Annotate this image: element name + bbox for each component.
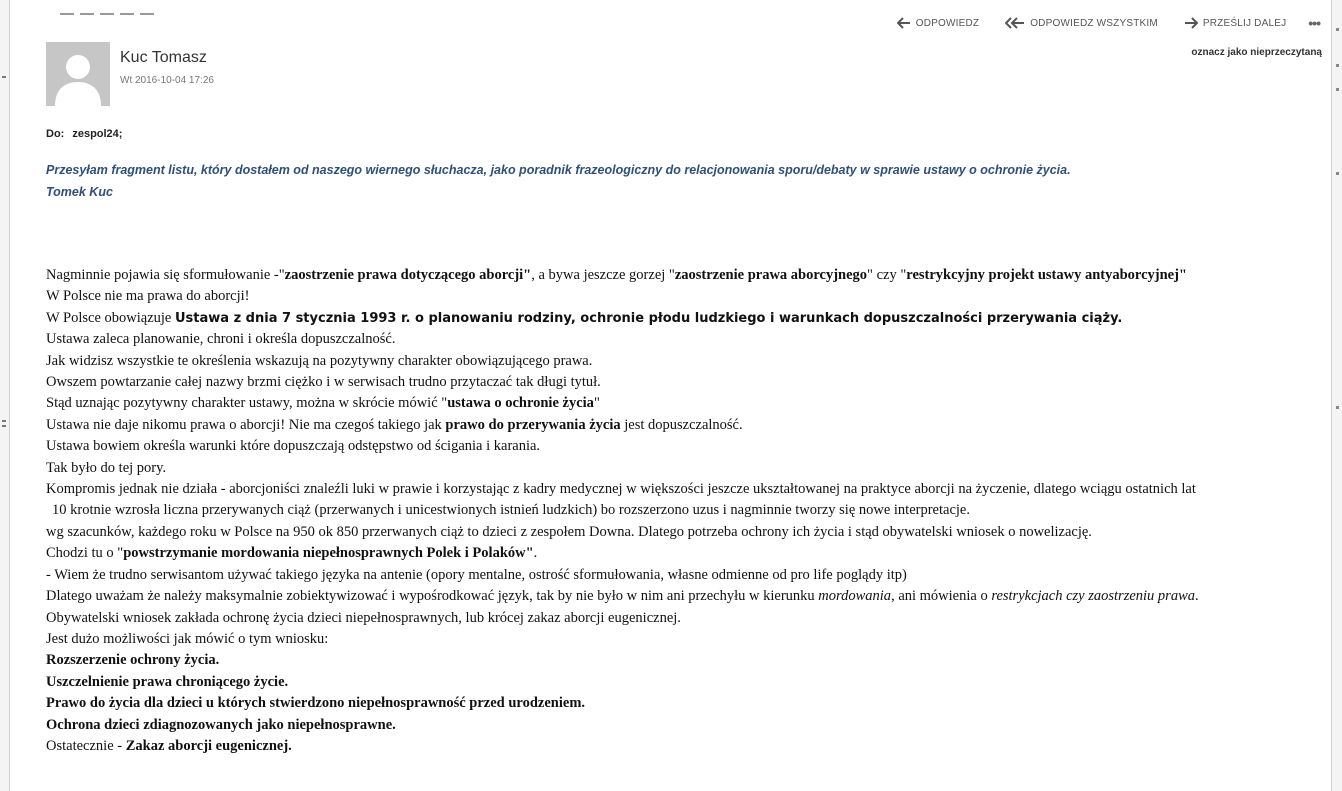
body-line: Jak widzisz wszystkie te określenia wskazują na pozytywny charakter obowiązującego prawa. bbox=[46, 352, 593, 369]
reply-button[interactable] bbox=[897, 17, 979, 29]
message-body bbox=[46, 265, 1326, 757]
bold-segment: prawo do przerywania życia bbox=[445, 416, 621, 433]
body-line: 10 krotnie wzrosła liczna przerywanych ciąż (przerwanych i unicestwionych istnień ludzkich) bo rozszerzono uzus i nagminnie tworzy się nowe interpretacje. bbox=[52, 502, 970, 519]
body-line: Owszem powtarzanie całej nazwy brzmi ciężko i w serwisach trudno przytaczać tak długi tytuł. bbox=[46, 374, 601, 391]
body-line: Jest dużo możliwości jak mówić o tym wniosku: bbox=[46, 630, 329, 647]
body-line bbox=[46, 715, 1326, 736]
body-line bbox=[46, 393, 1326, 414]
body-line bbox=[46, 736, 1326, 757]
message-date: Wt 2016-10-04 17:26 bbox=[120, 75, 214, 86]
resize-notch bbox=[2, 420, 6, 422]
italic-segment: mordowania bbox=[818, 588, 892, 605]
body-line bbox=[46, 693, 1326, 714]
scroll-notch bbox=[1336, 64, 1339, 67]
body-line: wg szacunków, każdego roku w Polsce na 950 ok 850 przerwanych ciąż to dzieci z zespołem Downa. Dlatego potrzeba ochrony ich życia i stąd obywatelski wniosek o nowelizację. bbox=[46, 523, 1092, 540]
mark-unread-link[interactable]: oznacz jako nieprzeczytaną bbox=[1191, 47, 1322, 58]
body-line bbox=[46, 586, 1326, 607]
bold-segment: ustawa o ochronie życia bbox=[447, 395, 594, 412]
body-line: Obywatelski wniosek zakłada ochronę życia dzieci niepełnosprawnych, lub krócej zakaz aborcji eugenicznej. bbox=[46, 609, 681, 626]
reply-label: ODPOWIEDZ bbox=[915, 17, 980, 29]
bold-segment: restrykcyjny projekt ustawy antyaborcyjnej" bbox=[906, 267, 1187, 283]
body-line bbox=[46, 543, 1326, 564]
body-line: Ustawa zaleca planowanie, chroni i określa dopuszczalność. bbox=[46, 331, 396, 348]
text-segment: Nagminnie pojawia się sformułowanie -" bbox=[46, 267, 285, 283]
intro-note bbox=[46, 159, 1071, 203]
forward-arrow-icon bbox=[1184, 17, 1198, 29]
text-segment: Stąd uznając pozytywny charakter ustawy, można w skrócie mówić " bbox=[46, 395, 448, 412]
scroll-notch bbox=[1336, 406, 1339, 409]
body-line: Kompromis jednak nie działa - aborcjoniści znaleźli luki w prawie i korzystając z kadry medycznej w większości jeszcze ukształtowanej na praktyce aborcji na życzenie, dlatego wciągu ostatnich lat bbox=[46, 481, 1196, 498]
person-icon bbox=[46, 42, 110, 106]
reply-all-label: ODPOWIEDZ WSZYSTKIM bbox=[1030, 17, 1158, 29]
text-segment: . bbox=[1195, 588, 1199, 605]
italic-segment: restrykcjach czy zaostrzeniu prawa bbox=[991, 588, 1195, 605]
sender-name[interactable]: Kuc Tomasz bbox=[120, 49, 207, 66]
body-line bbox=[46, 415, 1326, 436]
reply-all-button[interactable] bbox=[1005, 17, 1158, 29]
body-line: Tak było do tej pory. bbox=[46, 459, 167, 476]
bold-segment: zaostrzenie prawa aborcyjnego bbox=[674, 267, 868, 283]
body-line bbox=[46, 265, 1326, 286]
text-segment: , a bywa jeszcze gorzej " bbox=[531, 267, 675, 283]
more-actions-button[interactable]: ••• bbox=[1308, 15, 1320, 31]
text-segment: " bbox=[593, 395, 600, 412]
body-line: W Polsce nie ma prawa do aborcji! bbox=[46, 288, 250, 305]
resize-notch bbox=[2, 76, 6, 78]
resize-notch bbox=[2, 425, 6, 427]
text-segment: Chodzi tu o " bbox=[46, 545, 124, 562]
intro-signature: Tomek Kuc bbox=[46, 185, 113, 199]
intro-line: Przesyłam fragment listu, który dostałem od naszego wiernego słuchacza, jako poradnik frazeologiczny do relacjonowania sporu/debaty w sprawie ustawy o ochronie życia. bbox=[46, 163, 1071, 177]
clipped-top-text bbox=[60, 0, 360, 2]
forward-button[interactable] bbox=[1184, 17, 1286, 29]
bold-segment: powstrzymanie mordowania niepełnosprawnych Polek i Polaków" bbox=[123, 545, 534, 562]
bold-segment: Uszczelnienie prawa chroniącego życie. bbox=[46, 673, 289, 690]
bold-segment: Ustawa z dnia 7 stycznia 1993 r. o planowaniu rodziny, ochronie płodu ludzkiego i warunkach dopuszczalności przerywania ciąży. bbox=[175, 310, 1123, 326]
avatar bbox=[46, 42, 110, 106]
recipients-line bbox=[46, 128, 122, 140]
scroll-notch bbox=[1336, 172, 1339, 175]
text-segment: Ustawa nie daje nikomu prawa o aborcji! Nie ma czegoś takiego jak bbox=[46, 416, 446, 433]
left-window-edge bbox=[0, 0, 10, 791]
body-line bbox=[46, 650, 1326, 671]
text-segment: Dlatego uważam że należy maksymalnie zobiektywizować i wypośrodkować język, tak by nie było w nim ani przechyłu w kierunku bbox=[46, 588, 819, 605]
text-segment: Ostatecznie - bbox=[46, 737, 126, 754]
bold-segment: Rozszerzenie ochrony życia. bbox=[46, 652, 220, 669]
reply-all-arrow-icon bbox=[1005, 17, 1025, 29]
to-label: Do: bbox=[46, 128, 65, 140]
right-scrollbar[interactable] bbox=[1331, 0, 1342, 791]
scroll-notch bbox=[1336, 88, 1339, 91]
text-segment: jest dopuszczalność. bbox=[620, 416, 743, 433]
body-line: Ustawa bowiem określa warunki które dopuszczają odstępstwo od ścigania i karania. bbox=[46, 438, 541, 455]
text-segment: W Polsce obowiązuje bbox=[46, 309, 175, 326]
text-segment: , ani mówienia o bbox=[891, 588, 992, 605]
body-line bbox=[46, 672, 1326, 693]
recipient[interactable]: zespol24; bbox=[72, 128, 123, 140]
forward-label: PRZEŚLIJ DALEJ bbox=[1202, 17, 1287, 29]
bold-segment: zaostrzenie prawa dotyczącego aborcji" bbox=[284, 267, 532, 283]
message-toolbar bbox=[897, 15, 1320, 31]
reply-arrow-icon bbox=[897, 17, 911, 29]
scroll-notch bbox=[1336, 28, 1339, 31]
body-line bbox=[46, 308, 1326, 329]
bold-segment: Zakaz aborcji eugenicznej. bbox=[125, 737, 292, 754]
body-line: - Wiem że trudno serwisantom używać takiego języka na antenie (opory mentalne, ostrość sformułowania, własne odmienne od pro life poglądy itp) bbox=[46, 566, 907, 583]
bold-segment: Prawo do życia dla dzieci u których stwierdzono niepełnosprawność przed urodzeniem. bbox=[46, 695, 586, 712]
text-segment: " czy " bbox=[867, 267, 907, 283]
text-segment: . bbox=[533, 545, 538, 562]
bold-segment: Ochrona dzieci zdiagnozowanych jako niepełnosprawne. bbox=[46, 716, 396, 733]
